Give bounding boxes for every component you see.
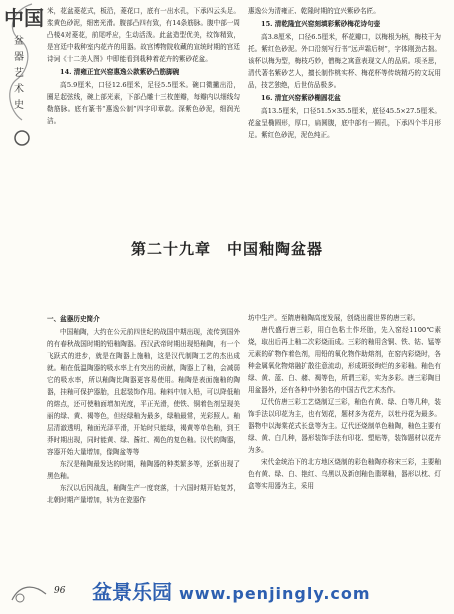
body-paragraph: 米，花盆菱花式，板沿，菱花口，底有一出水孔，下承四云头足。浆黄色砂泥，细密光滑。腹部凸四有致，有14条筋脉。腹中部一周凸棱4对菱花，前尾呼应，生动活泼。此盆造型优美，纹饰精致，是宫廷中栽种室内花卉的用器。故宫博物院收藏的宣统时期的宫廷诗词《十二美人图》中即能看到栽种着花卉的紫砂花盆。	[47, 7, 241, 63]
body-paragraph: 中国釉陶，大约在公元前四世纪的战国中期出现，流传到国外的有春秋战国时期的铅釉陶器。西汉武帝时期出现铅釉陶，有一个飞跃式的进步，就是在陶器上施釉，这是汉代制陶工艺的杰出成就。釉在低温陶器的吸水率上有突出的贡献，陶器上了釉，会减弱它的吸水率，所以釉陶比陶器更容易使用。釉陶是表面施釉的陶器，挂釉可保护器胎，且起装饰作用。釉料中加入铅，可以降低釉的熔点，还可使釉面增加光度，平正光滑，使铁、铜着色剂呈现美丽的绿、黄、褐等色，但经绿釉为最多，绿釉最常，光彩照人。釉层清澈透明，釉面光泽平滑，开始时只能绿，褐黄等单色釉，到王莽时期出现，同时能黄、绿、酱红、褐色的复色釉。汉代的陶器，容器开始大量增加，像陶盆等等	[47, 328, 240, 456]
sidebar-title: 中国	[4, 6, 44, 30]
body-paragraph: 宋代金统治下的北方地区烧制的彩色釉陶亦称宋三彩，主要釉色有黄、绿、白、艳红、乌黑以及新创釉色翡翠釉，器形以枕、灯盒等实用器为主，采用	[248, 458, 441, 490]
body-paragraph: 高5.9厘米，口径12.6厘米，足径5.5厘米。碗口微撇出沿，圈足起弦线，碗上部光素，下部凸雕十三枚莲瓣，每瓣内以细线勾勒筋脉。底有篆书“惠逸公制”四字印章款。深紫色砂泥，细润光洁。	[47, 81, 240, 125]
section-heading: 15. 清乾隆宜兴窑刻填彩紫砂梅花诗句壶	[261, 20, 381, 28]
footer	[0, 572, 454, 614]
body-paragraph: 坊中生产。至隋唐釉陶高度发展，创烧出震世界的唐三彩。	[248, 314, 420, 322]
body-paragraph: 唐代盛行唐三彩，用白色粘土作坯胎，先入窑经1100℃素烧，取出后再上釉二次彩烧而成。三彩的釉用含铜、铁、钴、锰等元素的矿物作着色剂，用铅的氧化物作助熔剂，在窑内彩烧时，各种金属氧化物熔融扩散往意流动，形成斑驳绚烂的多彩釉。釉色有绿、黄、蓝、白、赭、褐等色，所谓三彩，实为多彩。唐三彩陶目用盆器外，还有各种中外独名的中国古代艺术杰作。	[248, 326, 441, 394]
page-number: 96	[54, 586, 66, 596]
section-heading: 14. 清雍正宜兴窑惠逸公款紫砂凸筋脚碗	[60, 68, 180, 76]
body-paragraph: 高3.8厘米，口径6.5厘米，杯花瓣口，以梅根为柄，梅枝干为托。紫红色砂泥。外口沿刻写行书“远声霜后树”，字体刚劲古拙。该杯以梅为型，梅枝巧妙，僧梅之寓意表现文人的品质。项圣思，清代著名紫砂艺人，擅长制作桃实杯、梅花杯等传统精巧的文玩用品，技艺独绝，后世仿品极多。	[248, 33, 441, 89]
chapter-title: 第二十九章 中国釉陶盆器	[130, 240, 323, 258]
section-heading: 16. 清宜兴窑紫砂椭圆花盆	[261, 94, 341, 102]
body-paragraph: 辽代仿唐三彩工艺烧制辽三彩，釉色有黄、绿、白等几种，装饰手法以印花为主，也有划花，题材多为花卉，以牡丹花为最多。器物中以海棠花式长盘等为主。辽代还烧制单色釉陶，釉色主要有绿、黄、白几种，器形装饰手法有印花、塑贴等，装饰题材以花卉为多。	[248, 398, 441, 454]
top-left-column	[47, 5, 240, 127]
body-paragraph: 东汉以后因战乱，釉陶生产一度衰落，十六国时期开始复苏，北朝时期产量增加，转为在瓷器作	[47, 484, 240, 504]
body-paragraph: 惠逸公为清雍正、乾隆时期的宜兴紫砂名匠。	[248, 7, 380, 15]
sidebar-vertical-text: 盆器艺术史	[14, 36, 24, 111]
body-paragraph: 高13.5厘米，口径51.5×35.5厘米，底径45.5×27.5厘米。花盆呈椭圆形，厚口，扁圆腹，底中部有一圆孔，下承四个半月形足。紫红色砂泥，泥色纯正。	[248, 107, 441, 139]
bottom-right-column	[248, 312, 441, 492]
section-heading: 一、盆器历史简介	[47, 315, 100, 323]
watermark-text: 盆景乐园	[92, 580, 172, 604]
bottom-left-column	[47, 312, 240, 506]
watermark-url: www.penjingly.com	[178, 584, 371, 603]
sidebar	[0, 0, 44, 150]
body-paragraph: 东汉是釉陶最发达的时期，釉陶器的种类繁多等，还新出现了黑色釉。	[47, 460, 240, 480]
top-right-column	[248, 5, 441, 141]
page-ornament-icon	[10, 580, 50, 606]
watermark	[92, 576, 371, 605]
